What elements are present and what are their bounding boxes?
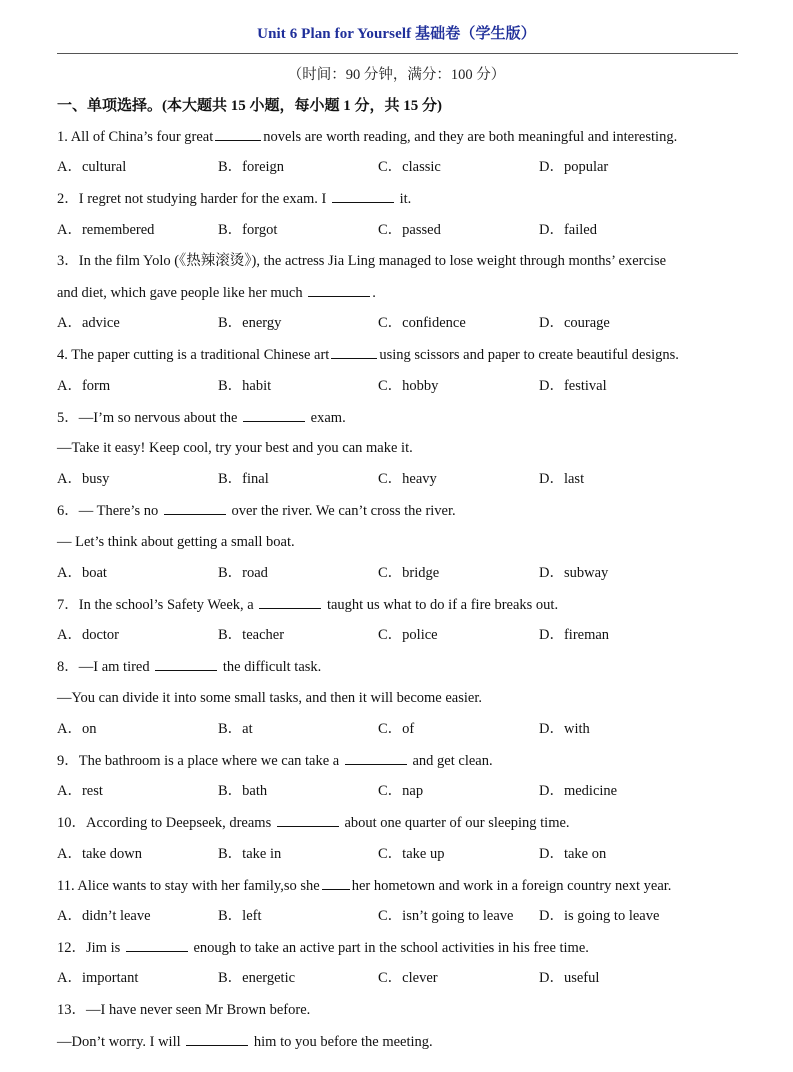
question-11-line-1	[57, 875, 671, 896]
question-8-line-2	[57, 688, 482, 708]
question-7-option-c: C．police	[378, 627, 438, 644]
question-9-option-b: B．bath	[218, 783, 268, 800]
question-text: her hometown and work in a foreign country next year.	[351, 877, 672, 894]
question-text: 7．In the school’s Safety Week, a	[57, 597, 258, 613]
exam-time-info: （时间：90 分钟，满分：100 分）	[287, 67, 506, 83]
question-4-option-a: A．form	[57, 377, 111, 394]
question-text: 6．— There’s no	[57, 503, 162, 520]
question-8-option-c: C．of	[378, 720, 415, 737]
question-6-option-a: A．boat	[57, 564, 107, 581]
answer-blank	[164, 500, 226, 515]
question-11-option-a: A．didn’t leave	[57, 908, 151, 924]
answer-blank	[186, 1031, 248, 1046]
answer-blank	[215, 126, 261, 141]
question-2-line-1	[57, 188, 411, 209]
section-heading: 一、单项选择。(本大题共 15 小题，每小题 1 分，共 15 分)	[57, 98, 442, 114]
question-text: the difficult task.	[219, 659, 322, 676]
question-7-option-d: D．fireman	[539, 627, 610, 644]
question-text: novels are worth reading, and they are both meaningful and interesting.	[263, 129, 678, 145]
question-text: and get clean.	[408, 753, 493, 769]
answer-blank	[155, 656, 217, 671]
question-10-line-1	[57, 812, 570, 833]
answer-blank	[332, 188, 394, 203]
question-6-option-c: C．bridge	[378, 564, 440, 581]
question-12-option-d: D．useful	[539, 970, 600, 987]
question-text: 13．—I have never seen Mr Brown before.	[57, 1001, 311, 1018]
question-6-option-d: D．subway	[539, 564, 609, 581]
question-4-option-c: C．hobby	[378, 377, 439, 394]
question-text: him to you before the meeting.	[250, 1033, 433, 1050]
question-5-option-b: B．final	[218, 471, 269, 488]
question-4-line-1	[57, 344, 679, 365]
question-1-line-1	[57, 126, 677, 147]
question-text: it.	[396, 191, 412, 208]
question-text: 12．Jim is	[57, 940, 124, 957]
question-11-option-b: B．left	[218, 908, 262, 924]
question-1-option-c: C．classic	[378, 159, 441, 176]
question-text: —Don’t worry. I will	[57, 1033, 185, 1050]
question-6-line-1	[57, 500, 456, 521]
question-text: about one quarter of our sleeping time.	[340, 815, 570, 832]
question-text: 3．In the film Yolo (《热辣滚烫》), the actress Jia Ling managed to lose weight through months’ exercise	[57, 252, 667, 269]
question-text: enough to take an active part in the school activities in his free time.	[189, 940, 589, 957]
question-3-option-d: D．courage	[539, 315, 610, 332]
question-13-line-2	[57, 1031, 433, 1052]
question-1-option-a: A．cultural	[57, 159, 127, 176]
answer-blank	[331, 344, 377, 359]
question-3-line-1	[57, 251, 666, 271]
question-9-line-1	[57, 750, 493, 771]
question-9-option-a: A．rest	[57, 783, 103, 800]
question-6-option-b: B．road	[218, 564, 268, 581]
question-text: 1. All of China’s four great	[57, 129, 214, 145]
question-text: 11. Alice wants to stay with her family,so she	[57, 877, 320, 894]
question-5-option-d: D．last	[539, 471, 585, 488]
question-12-line-1	[57, 937, 589, 958]
answer-blank	[322, 875, 350, 890]
question-3-option-a: A．advice	[57, 315, 120, 332]
question-text: over the river. We can’t cross the river.	[227, 503, 456, 520]
question-8-option-b: B．at	[218, 720, 253, 737]
question-10-option-c: C．take up	[378, 845, 445, 862]
question-10-option-a: A．take down	[57, 845, 142, 862]
question-5-line-1	[57, 407, 346, 428]
answer-blank	[259, 594, 321, 609]
question-12-option-a: A．important	[57, 970, 139, 987]
question-text: — Let’s think about getting a small boat.	[57, 533, 295, 550]
question-13-line-1	[57, 1000, 310, 1020]
question-text: 4. The paper cutting is a traditional Chinese art	[57, 347, 330, 364]
question-11-option-c: C．isn’t going to leave	[378, 908, 514, 924]
question-6-line-2	[57, 532, 295, 552]
question-text: 9．The bathroom is a place where we can take a	[57, 753, 343, 769]
question-11-option-d: D．is going to leave	[539, 908, 660, 924]
question-text: .	[372, 285, 376, 301]
answer-blank	[243, 407, 305, 422]
question-4-option-b: B．habit	[218, 377, 272, 394]
answer-blank	[345, 750, 407, 765]
answer-blank	[308, 282, 370, 297]
question-8-option-a: A．on	[57, 720, 97, 737]
question-text: 10．According to Deepseek, dreams	[57, 815, 275, 832]
question-3-option-b: B．energy	[218, 315, 282, 332]
question-7-option-b: B．teacher	[218, 627, 285, 644]
title-divider	[57, 53, 738, 54]
question-8-option-d: D．with	[539, 720, 590, 737]
question-5-option-c: C．heavy	[378, 471, 437, 488]
question-text: 5．—I’m so nervous about the	[57, 409, 242, 426]
question-5-option-a: A．busy	[57, 471, 110, 488]
question-7-option-a: A．doctor	[57, 627, 120, 644]
question-2-option-b: B．forgot	[218, 221, 278, 238]
question-9-option-d: D．medicine	[539, 783, 618, 800]
question-text: —You can divide it into some small tasks, and then it will become easier.	[57, 689, 483, 706]
question-12-option-b: B．energetic	[218, 970, 296, 987]
question-2-option-d: D．failed	[539, 221, 597, 238]
answer-blank	[126, 937, 188, 952]
question-5-line-2	[57, 438, 413, 458]
question-4-option-d: D．festival	[539, 377, 607, 394]
question-3-line-2	[57, 282, 376, 303]
question-10-option-b: B．take in	[218, 845, 282, 862]
question-2-option-a: A．remembered	[57, 221, 155, 238]
question-1-option-d: D．popular	[539, 159, 609, 176]
question-3-option-c: C．confidence	[378, 315, 466, 332]
document-title: Unit 6 Plan for Yourself 基础卷（学生版）	[257, 26, 536, 42]
question-7-line-1	[57, 594, 558, 615]
question-9-option-c: C．nap	[378, 783, 424, 800]
question-12-option-c: C．clever	[378, 970, 438, 987]
question-text: 2．I regret not studying harder for the exam. I	[57, 191, 330, 208]
question-text: 8．—I am tired	[57, 659, 154, 676]
question-2-option-c: C．passed	[378, 221, 441, 238]
question-text: taught us what to do if a fire breaks out.	[323, 597, 559, 613]
answer-blank	[277, 812, 339, 827]
question-text: exam.	[307, 409, 346, 426]
question-text: —Take it easy! Keep cool, try your best and you can make it.	[57, 440, 413, 456]
question-text: using scissors and paper to create beautiful designs.	[379, 347, 679, 364]
question-text: and diet, which gave people like her much	[57, 285, 307, 301]
question-1-option-b: B．foreign	[218, 159, 285, 176]
question-10-option-d: D．take on	[539, 845, 607, 862]
question-8-line-1	[57, 656, 321, 677]
